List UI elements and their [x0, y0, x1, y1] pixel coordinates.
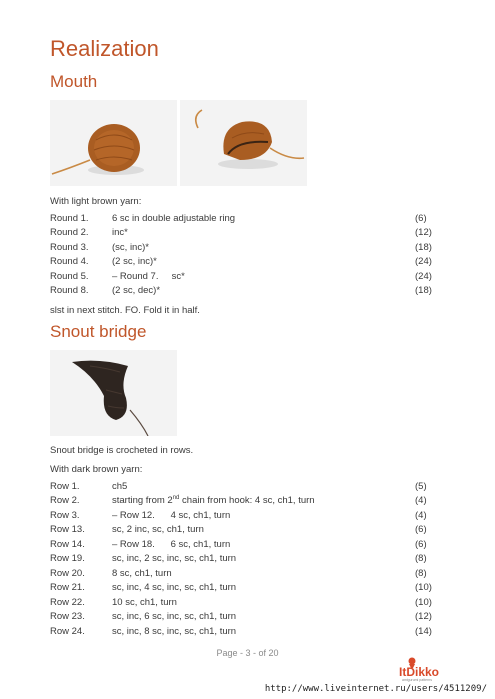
table-row: Round 5. – Round 7. sc* (24): [50, 270, 432, 282]
table-row: Round 1. 6 sc in double adjustable ring (6): [50, 212, 427, 224]
section-heading-snout-bridge: Snout bridge: [50, 322, 147, 341]
section-heading-mouth: Mouth: [50, 72, 98, 91]
snout-yarn-intro: With dark brown yarn:: [50, 464, 143, 475]
page-number: Page - 3 - of 20: [216, 648, 279, 658]
table-row: Row 24. sc, inc, 8 sc, inc, sc, ch1, turn (14): [50, 625, 432, 637]
snout-instructions-table: [50, 479, 432, 639]
svg-text:amigurumi patterns: amigurumi patterns: [402, 678, 432, 682]
table-row: Row 19. sc, inc, 2 sc, inc, sc, ch1, turn (8): [50, 553, 427, 565]
mouth-photo-folded: [180, 100, 307, 186]
table-row: Round 2. inc* (12): [50, 227, 432, 239]
table-row: Row 22. 10 sc, ch1, turn (10): [50, 596, 432, 608]
source-url[interactable]: http://www.liveinternet.ru/users/4511209/: [264, 684, 487, 694]
table-row: Row 20. 8 sc, ch1, turn (8): [50, 567, 427, 579]
table-row: Row 3. – Row 12. 4 sc, ch1, turn (4): [50, 509, 427, 521]
page-title: Realization: [50, 36, 159, 61]
itdikko-logo: [398, 656, 458, 682]
table-row: Row 21. sc, inc, 4 sc, inc, sc, ch1, turn (10): [50, 582, 432, 594]
table-row: Row 23. sc, inc, 6 sc, inc, sc, ch1, turn (12): [50, 611, 432, 623]
svg-text:ItDikko: ItDikko: [399, 665, 440, 679]
table-row: Round 3. (sc, inc)* (18): [50, 241, 432, 253]
mouth-instructions-table: [50, 211, 432, 298]
table-row: Row 14. – Row 18. 6 sc, ch1, turn (6): [50, 538, 427, 550]
snout-bridge-note: Snout bridge is crocheted in rows.: [50, 445, 194, 456]
mouth-closing-note: slst in next stitch. FO. Fold it in half.: [50, 305, 200, 316]
mouth-photo-round: [50, 100, 177, 186]
table-row: Row 1. ch5 (5): [50, 480, 427, 492]
table-row: Row 2. starting from 2nd chain from hook: 4 sc, ch1, turn (4): [50, 495, 427, 507]
table-row: Round 4. (2 sc, inc)* (24): [50, 256, 432, 268]
snout-bridge-photo: [50, 350, 177, 436]
mouth-yarn-intro: With light brown yarn:: [50, 196, 142, 207]
table-row: Round 8. (2 sc, dec)* (18): [50, 285, 432, 297]
table-row: Row 13. sc, 2 inc, sc, ch1, turn (6): [50, 524, 427, 536]
